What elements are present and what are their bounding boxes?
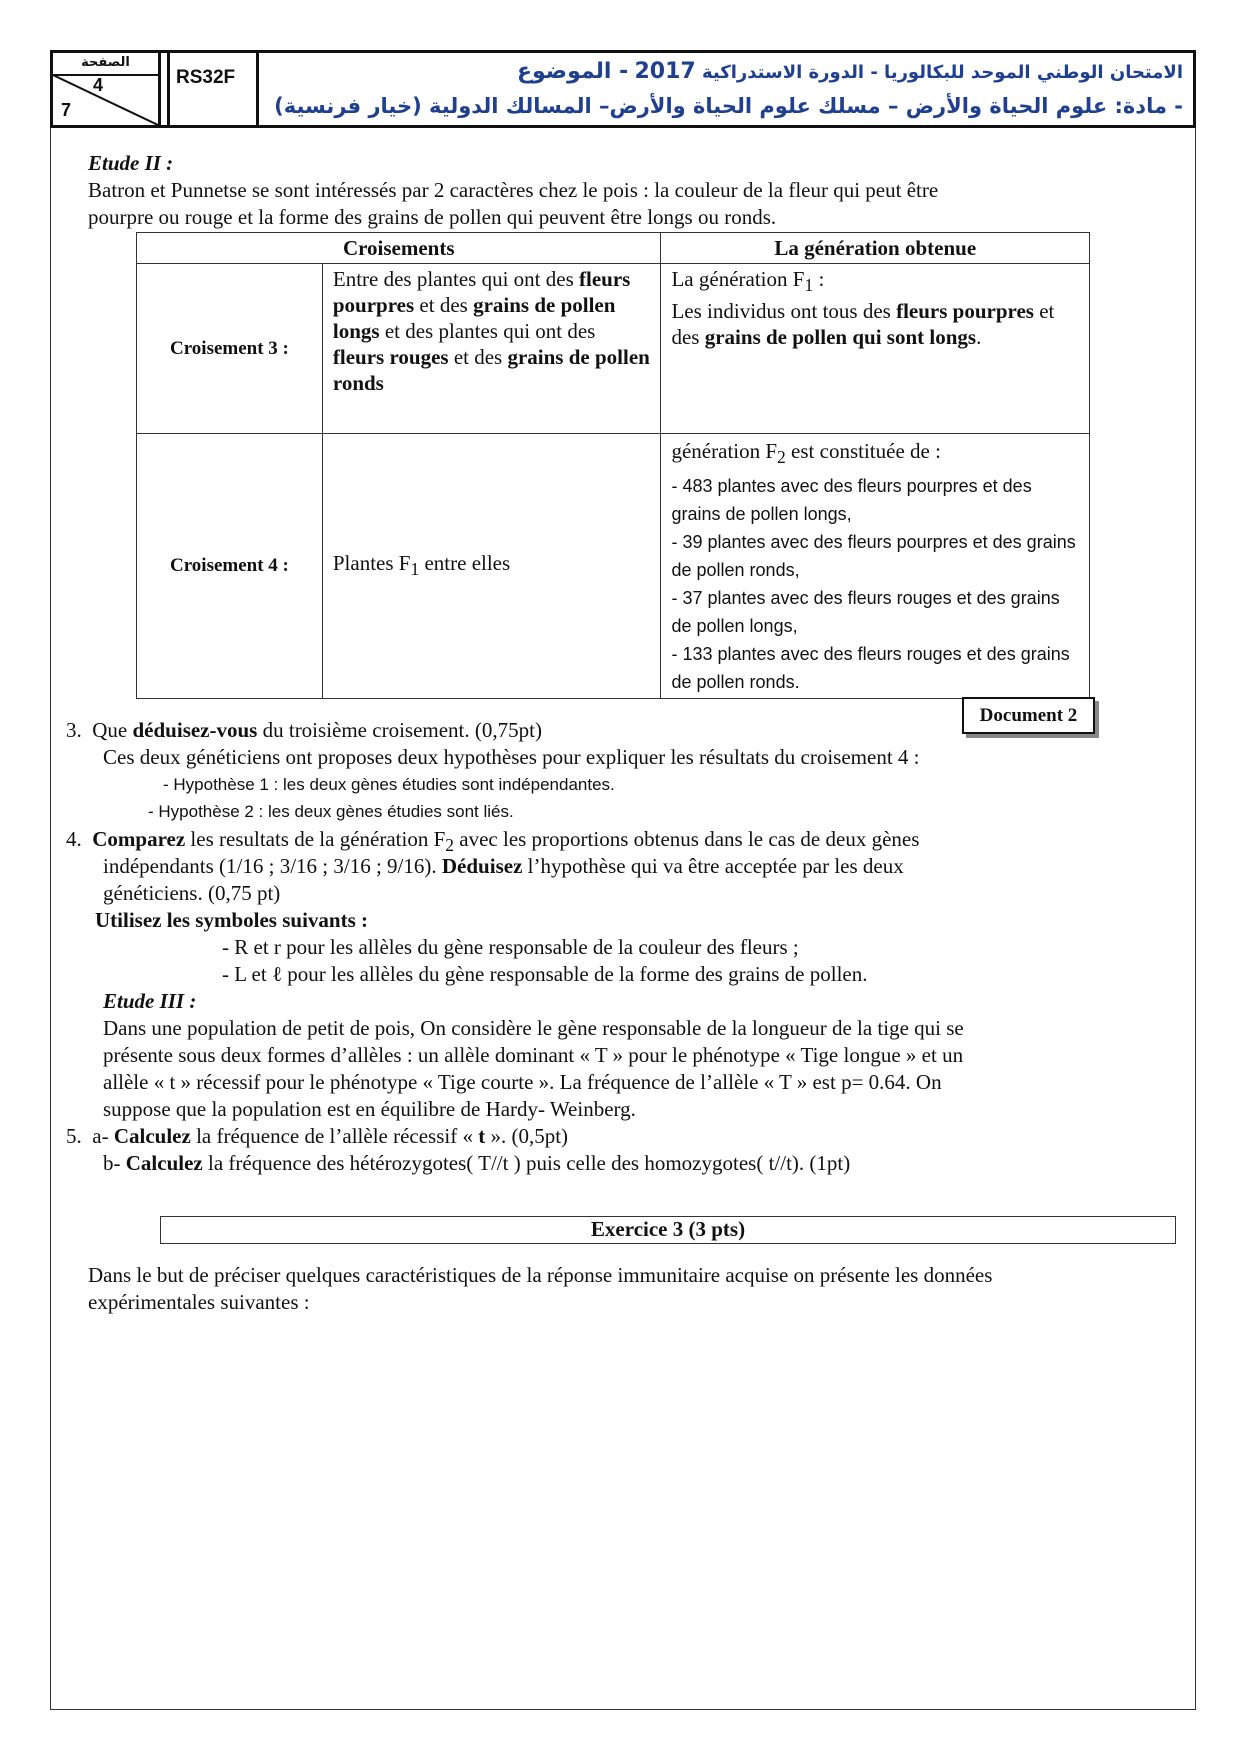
exam-titles xyxy=(259,53,1193,125)
hypotheses-intro: Ces deux généticiens ont proposes deux hypothèses pour expliquer les résultats du croisement 4 : xyxy=(103,745,920,769)
question-5b: b- Calculez la fréquence des hétérozygotes( T//t ) puis celle des homozygotes( t//t). (1pt) xyxy=(103,1151,851,1175)
question-4: 4. Comparez les resultats de la génération $F_2$ avec les proportions obtenus dans le cas de deux gènes xyxy=(66,827,920,856)
table-row xyxy=(137,264,1090,434)
etude3-line-2: présente sous deux formes d’allèles : un allèle dominant « T » pour le phénotype « Tige longue » et un xyxy=(103,1043,964,1067)
etude3-heading: Etude III : xyxy=(103,989,197,1013)
question-4-line-3: généticiens. (0,75 pt) xyxy=(103,881,281,905)
page-number: 4 xyxy=(93,75,104,95)
exam-code: RS32F xyxy=(167,53,259,125)
title-line-1: الامتحان الوطني الموحد للبكالوريا - الدورة الاستدراكية 2017 - الموضوع xyxy=(516,59,1183,84)
page-total: 7 xyxy=(61,100,72,120)
f2-result-item: - 39 plantes avec des fleurs pourpres et des grains de pollen ronds, xyxy=(671,532,1076,581)
etude2-intro-1: Batron et Punnetse se sont intéressés par 2 caractères chez le pois : la couleur de la fleur qui peut être xyxy=(88,178,939,202)
col-header-generation: La génération obtenue xyxy=(661,233,1090,264)
cross-4-description: Plantes $F_1$ entre elles xyxy=(322,434,661,699)
etude3-line-4: suppose que la population est en équilibre de Hardy- Weinberg. xyxy=(103,1097,636,1121)
symbol-r: - R et r pour les allèles du gène responsable de la couleur des fleurs ; xyxy=(222,935,799,959)
f2-result-item: - 483 plantes avec des fleurs pourpres et des grains de pollen longs, xyxy=(671,476,1032,525)
title-line-2: - مادة: علوم الحياة والأرض – مسلك علوم الحياة والأرض– المسالك الدولية (خيار فرنسية) xyxy=(274,94,1183,118)
exam-header xyxy=(50,50,1196,128)
row-label-croisement-4: Croisement 4 : xyxy=(137,434,323,699)
f2-result-item: - 37 plantes avec des fleurs rouges et des grains de pollen longs, xyxy=(671,588,1060,637)
exercise-3-intro-1: Dans le but de préciser quelques caractéristiques de la réponse immunitaire acquise on présente les données xyxy=(88,1263,993,1287)
cross-4-result: génération $F_2$ est constituée de : - 483 plantes avec des fleurs pourpres et des grains de pollen longs, - 39 plantes avec des fleurs pourpres et des grains de pollen ronds, - 37 plantes avec des fleurs rouges et des grains de pollen longs, - 133 plantes avec des fleurs rouges et des grains de pollen ronds. xyxy=(661,434,1090,699)
etude2-intro-2: pourpre ou rouge et la forme des grains de pollen qui peuvent être longs ou ronds. xyxy=(88,205,777,229)
question-3: 3. Que déduisez-vous du troisième croisement. (0,75pt) xyxy=(66,718,542,742)
symbols-title: Utilisez les symboles suivants : xyxy=(95,908,368,932)
etude2-heading: Etude II : xyxy=(88,151,174,175)
question-4-line-2: indépendants (1/16 ; 3/16 ; 3/16 ; 9/16). Déduisez l’hypothèse qui va être acceptée par les deux xyxy=(103,854,904,878)
exercise-3-title: Exercice 3 (3 pts) xyxy=(160,1216,1176,1244)
cross-3-result: La génération $F_1$ : Les individus ont tous des fleurs pourpres et des grains de pollen qui sont longs. xyxy=(661,264,1090,434)
table-row xyxy=(137,434,1090,699)
question-5a: 5. a- Calculez la fréquence de l’allèle récessif « t ». (0,5pt) xyxy=(66,1124,569,1148)
etude3-line-1: Dans une population de petit de pois, On considère le gène responsable de la longueur de la tige qui se xyxy=(103,1016,964,1040)
table-header-row xyxy=(137,233,1090,264)
exam-year: 2017 xyxy=(634,59,696,84)
f2-result-item: - 133 plantes avec des fleurs rouges et des grains de pollen ronds. xyxy=(671,644,1070,693)
hypothesis-1: - Hypothèse 1 : les deux gènes étudies sont indépendantes. xyxy=(163,775,615,794)
etude3-line-3: allèle « t » récessif pour le phénotype « Tige courte ». La fréquence de l’allèle « T » est p= 0.64. On xyxy=(103,1070,942,1094)
row-label-croisement-3: Croisement 3 : xyxy=(137,264,323,434)
cross-3-description: Entre des plantes qui ont des fleurs pourpres et des grains de pollen longs et des plantes qui ont des fleurs rouges et des grains de pollen ronds xyxy=(322,264,661,434)
page-indicator xyxy=(53,53,161,125)
col-header-croisements: Croisements xyxy=(137,233,661,264)
exercise-3-intro-2: expérimentales suivantes : xyxy=(88,1290,310,1314)
document-label: Document 2 xyxy=(962,697,1095,734)
hypothesis-2: - Hypothèse 2 : les deux gènes étudies sont liés. xyxy=(148,802,514,821)
crosses-table xyxy=(136,232,1090,699)
page-label: الصفحة xyxy=(81,55,130,70)
symbol-l: - L et ℓ pour les allèles du gène responsable de la forme des grains de pollen. xyxy=(222,962,868,986)
